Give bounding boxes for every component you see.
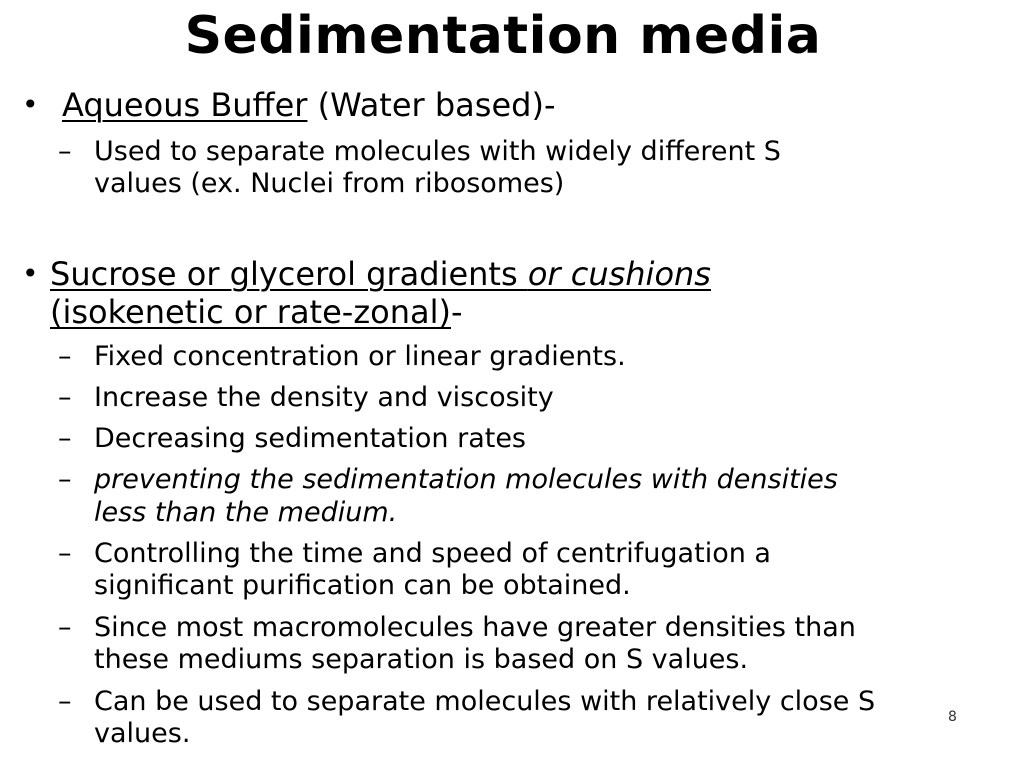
sub-bullet-marker: – [58,423,72,454]
page-number: 8 [948,709,957,725]
sub-bullet-marker: – [58,538,72,569]
sub-bullet-text: Decreasing sedimentation rates [94,423,526,454]
bullet-term: (isokenetic or rate-zonal) [50,293,451,331]
sub-bullet-text-cont: these mediums separation is based on S values. [94,644,749,675]
bullet-sucrose-glycerol-cont [50,294,463,330]
bullet-term: Aqueous Buffer [62,86,308,124]
bullet-term-italic: or cushions [527,255,711,293]
sub-bullet-text-cont: values (ex. Nuclei from ribosomes) [94,168,565,199]
slide-title: Sedimentation media [184,6,822,66]
sub-bullet-marker: – [58,382,72,413]
sub-bullet-marker: – [58,612,72,643]
sub-bullet-text: Used to separate molecules with widely different S [94,136,781,167]
sub-bullet-marker: – [58,341,72,372]
sub-bullet-text: Since most macromolecules have greater densities than [94,612,856,643]
bullet-aqueous-buffer [62,87,555,123]
sub-bullet-marker: – [58,686,72,717]
sub-bullet-text: Can be used to separate molecules with relatively close S [94,686,876,717]
sub-bullet-text-cont: values. [94,718,191,749]
sub-bullet-text: Fixed concentration or linear gradients. [94,341,626,372]
bullet-term: Sucrose or glycerol gradients [50,255,528,293]
bullet-text: (Water based)- [307,86,556,124]
bullet-marker: • [22,88,39,121]
sub-bullet-marker: – [58,464,72,495]
sub-bullet-text: Controlling the time and speed of centrifugation a [94,538,771,569]
bullet-sucrose-glycerol [50,256,711,292]
sub-bullet-text-cont: less than the medium. [94,497,398,528]
sub-bullet-text: preventing the sedimentation molecules with densities [94,464,838,495]
sub-bullet-marker: – [58,136,72,167]
bullet-text: - [450,293,463,331]
sub-bullet-text: Increase the density and viscosity [94,382,554,413]
sub-bullet-text-cont: significant purification can be obtained. [94,570,631,601]
bullet-marker: • [22,257,39,290]
